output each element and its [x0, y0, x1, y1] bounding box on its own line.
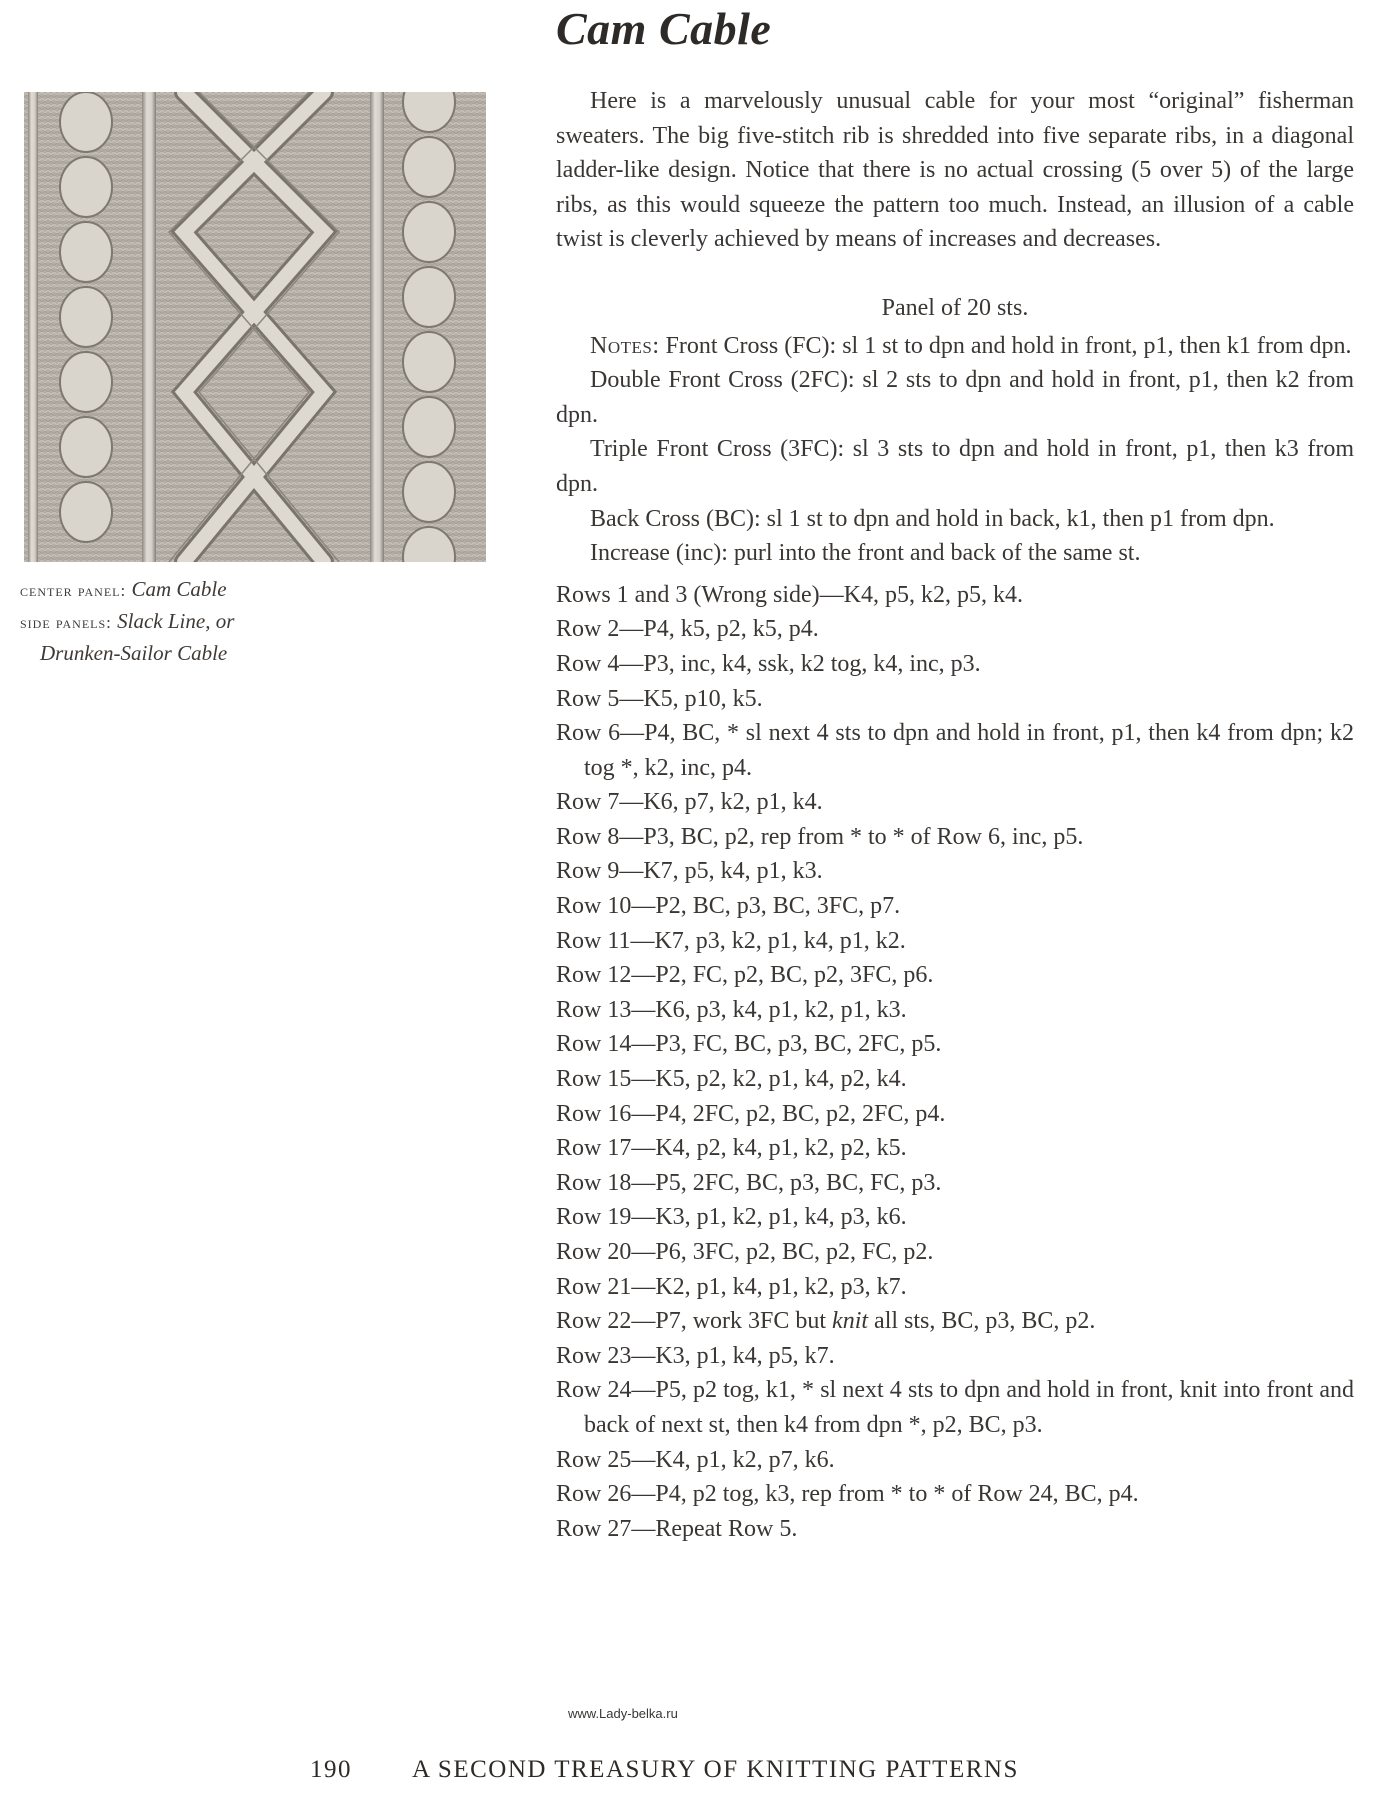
- caption-side-value-1: Slack Line, or: [117, 609, 235, 633]
- row-19: Row 19—K3, p1, k2, p1, k4, p3, k6.: [556, 1204, 907, 1231]
- row-17: Row 17—K4, p2, k4, p1, k2, p2, k5.: [556, 1135, 907, 1162]
- photo-caption: [20, 574, 480, 669]
- row-8: Row 8—P3, BC, p2, rep from * to * of Row 6, inc, p5.: [556, 823, 1084, 850]
- note-increase: Increase (inc): purl into the front and back of the same st.: [590, 540, 1141, 567]
- row-15: Row 15—K5, p2, k2, p1, k4, p2, k4.: [556, 1066, 907, 1093]
- row-1-3: Rows 1 and 3 (Wrong side)—K4, p5, k2, p5, k4.: [556, 581, 1023, 608]
- row-24: Row 24—P5, p2 tog, k1, * sl next 4 sts to dpn and hold in front, knit into front and back of next st, then k4 from dpn *, p2, BC, p3.: [556, 1377, 1354, 1438]
- row-instructions: [556, 578, 1354, 1547]
- page-number: 190: [310, 1756, 352, 1783]
- pattern-title: Cam Cable: [556, 3, 772, 54]
- row-6: Row 6—P4, BC, * sl next 4 sts to dpn and hold in front, p1, then k4 from dpn; k2 tog *, k2, inc, p4.: [556, 720, 1354, 781]
- row-25: Row 25—K4, p1, k2, p7, k6.: [556, 1446, 835, 1473]
- row-22: [556, 1304, 1354, 1339]
- row-22-part-b: knit: [832, 1308, 869, 1335]
- row-18: Row 18—P5, 2FC, BC, p3, BC, FC, p3.: [556, 1169, 942, 1196]
- row-5: Row 5—K5, p10, k5.: [556, 685, 763, 712]
- row-20: Row 20—P6, 3FC, p2, BC, p2, FC, p2.: [556, 1239, 934, 1265]
- row-14: Row 14—P3, FC, BC, p3, BC, 2FC, p5.: [556, 1031, 942, 1058]
- row-27: Row 27—Repeat Row 5.: [556, 1515, 798, 1542]
- row-23: Row 23—K3, p1, k4, p5, k7.: [556, 1342, 835, 1369]
- row-7: Row 7—K6, p7, k2, p1, k4.: [556, 789, 823, 816]
- note-back-cross: Back Cross (BC): sl 1 st to dpn and hold in back, k1, then p1 from dpn.: [590, 505, 1275, 532]
- caption-side-value-2: Drunken-Sailor Cable: [40, 641, 228, 665]
- panel-size: Panel of 20 sts.: [881, 294, 1029, 321]
- row-10: Row 10—P2, BC, p3, BC, 3FC, p7.: [556, 893, 901, 920]
- pattern-text: [556, 84, 1354, 1546]
- note-front-cross-text: Front Cross (FC): sl 1 st to dpn and hold in front, p1, then k1 from dpn.: [665, 332, 1352, 359]
- caption-side-label: side panels:: [20, 613, 112, 632]
- row-12: Row 12—P2, FC, p2, BC, p2, 3FC, p6.: [556, 962, 934, 989]
- watermark-url: www.Lady-belka.ru: [568, 1706, 678, 1721]
- swatch-illustration-icon: [24, 92, 486, 562]
- note-double-front-cross: Double Front Cross (2FC): sl 2 sts to dpn and hold in front, p1, then k2 from dpn.: [556, 367, 1354, 428]
- caption-center-label: center panel:: [20, 581, 127, 600]
- row-21: Row 21—K2, p1, k4, p1, k2, p3, k7.: [556, 1273, 907, 1300]
- row-13: Row 13—K6, p3, k4, p1, k2, p1, k3.: [556, 996, 907, 1023]
- caption-side-line: [20, 606, 480, 638]
- row-26: Row 26—P4, p2 tog, k3, rep from * to * of Row 24, BC, p4.: [556, 1481, 1139, 1508]
- row-9: Row 9—K7, p5, k4, p1, k3.: [556, 858, 823, 885]
- row-11: Row 11—K7, p3, k2, p1, k4, p1, k2.: [556, 927, 906, 954]
- note-front-cross: [556, 329, 1354, 364]
- row-16: Row 16—P4, 2FC, p2, BC, p2, 2FC, p4.: [556, 1100, 946, 1127]
- intro-paragraph: Here is a marvelously unusual cable for your most “original” fisherman sweaters. The big five-stitch rib is shredded into five separate ribs, in a diagonal ladder-like design. Notice that there is no actual crossing (5 over 5) of the large ribs, as this would squeeze the pattern too much. Instead, an illusion of a cable twist is cleverly achieved by means of increases and decreases.: [556, 88, 1354, 253]
- notes-label: Notes:: [590, 332, 660, 359]
- row-2: Row 2—P4, k5, p2, k5, p4.: [556, 616, 819, 643]
- note-triple-front-cross: Triple Front Cross (3FC): sl 3 sts to dpn and hold in front, p1, then k3 from dpn.: [556, 436, 1354, 497]
- page-footer: [310, 1756, 1019, 1784]
- row-4: Row 4—P3, inc, k4, ssk, k2 tog, k4, inc, p3.: [556, 650, 981, 677]
- row-22-part-a: Row 22—P7, work 3FC but: [556, 1308, 827, 1335]
- row-22-part-c: all sts, BC, p3, BC, p2.: [874, 1308, 1096, 1335]
- book-title: A SECOND TREASURY OF KNITTING PATTERNS: [412, 1756, 1019, 1783]
- caption-center-value: Cam Cable: [131, 577, 227, 601]
- caption-center-line: [20, 574, 480, 606]
- knitted-swatch-photo: [24, 92, 486, 562]
